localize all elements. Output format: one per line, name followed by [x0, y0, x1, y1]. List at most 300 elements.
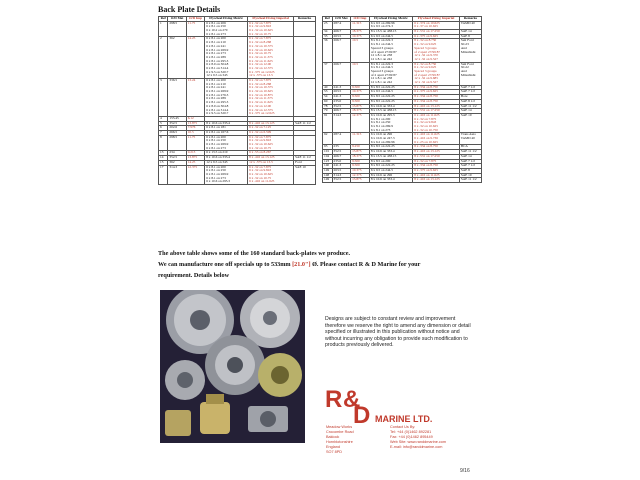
cell-line: Suit Ford: [460, 38, 474, 43]
ref-cell: 37: [323, 62, 333, 85]
ref-cell: 17: [159, 165, 168, 184]
cell-line: 6 x .32 on 10.75: [249, 31, 272, 36]
cell-line: 6 x 8.1 on 244.5: [370, 65, 393, 70]
od-met-cell: 202.6: [168, 126, 186, 131]
cell-line: 6 x 8.1 on 269.9: [206, 47, 229, 52]
remarks-cell: Bore: [459, 95, 481, 100]
cell-line: 12 x .32 on 9.685: [414, 76, 438, 81]
col-od-imp: O/D Imp: [351, 17, 370, 22]
cell-line: 6 x .32 on 10.625: [414, 124, 438, 129]
od-met-cell: 314.3: [332, 113, 351, 132]
od-met-cell: 466.7: [332, 30, 351, 35]
cell-line: 6 x .32 on 10.875: [249, 92, 273, 97]
table-row: [159, 21, 316, 37]
cell-line: 6 x 8.1 on 269.9: [370, 124, 393, 129]
cell-line: 6 x 8.0 on 304.8: [206, 62, 229, 67]
remarks-cell: [459, 133, 481, 145]
contact-line: Contact Us By:: [390, 425, 416, 429]
od-imp-cell: 12.375: [186, 165, 205, 184]
table-row: [323, 39, 482, 62]
cell-line: 8 x .32 on 8.750: [414, 38, 437, 43]
od-met-cell: 314.3: [332, 173, 351, 178]
remarks-cell: SAE 11 1/2: [294, 156, 316, 161]
cell-line: 6 x .32 on 7.875: [249, 78, 272, 83]
table-row: [159, 79, 316, 117]
od-met-cell: 241.3: [332, 164, 351, 169]
cell-line: 6 x .375 on 12.625: [249, 69, 275, 74]
remarks-cell: SAE 8: [459, 168, 481, 173]
fixing-metric-cell: 8 x 8.5 on 222.25: [369, 95, 412, 100]
cell-line: 6 x .32 on 10.75: [249, 175, 272, 180]
contact-line: Web Site: www.randdmarine.com: [390, 440, 447, 444]
cell-line: 6 x .32 on 7.875: [249, 134, 272, 139]
od-imp-cell: 10.375: [351, 168, 370, 173]
od-met-cell: 241.3: [332, 95, 351, 100]
fixing-imperial-cell: [248, 165, 294, 184]
cell-line: Spaced 3 groups: [414, 68, 437, 73]
cell-line: 6 x .32 on 12.00: [249, 103, 272, 108]
cell-line: 6 x .32 on 10.75: [249, 145, 272, 150]
remarks-cell: SAE 10: [459, 113, 481, 132]
col-fixing-imperial: Flywheel Fixing Imperial: [248, 17, 294, 22]
cell-line: 6 x 8.1 on 241: [206, 43, 226, 48]
fixing-imperial-cell: 8 x .531 on 17.250: [413, 30, 460, 35]
cell-line: 6 x .32 on 10.625: [249, 47, 273, 52]
remarks-cell: [459, 39, 481, 62]
cell-line: XL22: [460, 65, 469, 70]
fixing-metric-cell: 8 x 10.6 on 333.4: [369, 178, 412, 183]
cell-line: 6 x .32 on 8.268: [249, 81, 272, 86]
note-text: Ø. Please contact R & D Marine for your: [310, 261, 421, 268]
ref-cell: 140: [323, 164, 333, 169]
ref-cell: 78: [323, 104, 333, 109]
logo-r: R: [325, 386, 343, 413]
cell-line: 6 x .32 on 11.375: [249, 54, 273, 59]
logo-marine-ltd: MARINE LTD.: [375, 414, 433, 424]
cell-line: 6 x 10.6 on 247.3: [370, 136, 395, 141]
cell-line: 6 x .416 on 11.625: [414, 132, 440, 137]
cell-line: 12 x 8.1 on 242: [370, 80, 393, 85]
od-imp-cell: 18.375: [351, 109, 370, 114]
remarks-cell: SAE 7 1/2: [459, 85, 481, 90]
page-number: 9/16: [460, 468, 470, 474]
cell-line: Spaced 3 groups: [414, 45, 437, 50]
fixing-metric-cell: [205, 21, 248, 37]
cell-line: 6 x 8.1 on 276.3: [206, 92, 229, 97]
fixing-metric-cell: 8 x 8.5 on 222.25: [369, 85, 412, 90]
cell-line: XL23: [460, 42, 469, 47]
remarks-cell: SAE 10: [459, 173, 481, 178]
ref-cell: 3: [159, 79, 168, 117]
cell-line: 6 x 8.1 on 269.9: [206, 142, 229, 147]
cell-line: 12 x 8.1 on 242: [370, 56, 393, 61]
remarks-cell: SAE 14: [459, 109, 481, 114]
remarks-cell: SAE 11 1/2: [459, 150, 481, 155]
remarks-cell: SAE 7 1/2: [459, 159, 481, 164]
od-imp-cell: 12.375: [351, 113, 370, 132]
cell-line: 12 x 8.1 on 238: [370, 76, 393, 81]
cell-line: 6 x 8.1 on 250: [370, 120, 391, 125]
fixing-imperial-cell: [413, 39, 460, 62]
cell-line: 6 x 8.1 on 200: [206, 164, 226, 169]
fixing-imperial-cell: 6 x .32 on 7.125: [248, 126, 294, 131]
fixing-metric-cell: 8 x 8.5 on 200: [369, 159, 412, 164]
fixing-imperial-cell: 8 x .416 on 13.125: [413, 178, 460, 183]
cell-line: 6 x .25 on 10.625: [414, 139, 438, 144]
cell-line: 6 x .32 on 10.375: [249, 43, 273, 48]
cell-line: of 2 apart 27/99 87: [370, 49, 397, 54]
cell-line: 6 x 8.1 on 269.9: [206, 89, 229, 94]
cell-line: 6 x .32 on 12.375: [249, 65, 273, 70]
cell-line: 6 x .32 on 9.843: [249, 138, 272, 143]
cell-line: 6 x 10.2 on 270: [206, 28, 228, 33]
cell-line: 6 x 9.5 on 320.7: [206, 111, 229, 116]
col-od-met: O/D Met: [168, 17, 186, 22]
ref-cell: 60: [323, 99, 333, 104]
od-met-cell: 352.5: [168, 121, 186, 126]
od-met-cell: 298.5: [168, 135, 186, 151]
remarks-cell: TAMD 40: [459, 21, 481, 29]
fixing-imperial-cell: 8 x .334 on 8.750: [413, 99, 460, 104]
od-imp-cell: 9.213: [186, 151, 205, 156]
cell-line: 6 x 10.6 on 296: [370, 132, 393, 137]
od-met-cell: 352.5: [168, 156, 186, 161]
od-imp-cell: 11.75: [186, 21, 205, 37]
cell-line: 6 x 8.1 on 314.4: [206, 65, 229, 70]
od-imp-cell: 10.5: [351, 62, 370, 85]
od-met-cell: 266.7: [332, 62, 351, 85]
fixing-metric-cell: [205, 135, 248, 151]
ref-cell: 36: [323, 39, 333, 62]
od-met-cell: 234: [168, 151, 186, 156]
cell-line: 6 x .32 on 10.375: [249, 85, 273, 90]
fixing-imperial-cell: 6 x .53 on 8.267: [248, 151, 294, 156]
fixing-metric-cell: 8 x 10.6 on 333.4: [369, 104, 412, 109]
cell-line: 6 x .32 on 8.268: [249, 40, 272, 45]
cell-line: 6 x 8.1 on 295.3: [206, 58, 229, 63]
fixing-metric-cell: [369, 113, 412, 132]
od-met-cell: 352.5: [332, 104, 351, 109]
fixing-imperial-cell: [413, 113, 460, 132]
cell-line: 6 x 9.5 on 320.7: [206, 69, 229, 74]
col-ref: Ref: [323, 17, 333, 22]
address-line: SO7 8PD: [326, 450, 343, 454]
disclaimer-text: Designs are subject to constant review and improvement therefore we reserve the right to amend any dimension or detail specified or illustrated in this publication without notice and without incurring any obligation to provide such modification to products previously delivered.: [325, 316, 471, 349]
fixing-metric-cell: [205, 79, 248, 117]
cell-line: 6 x 8.1 on 200: [206, 78, 226, 83]
cell-line: 8 x .32 on 8.750: [414, 61, 437, 66]
note-line-1: The above table shows some of the 160 standard back-plates we produce.: [158, 250, 351, 257]
cell-line: 6 x 8.1 on 244.5: [370, 42, 393, 47]
fixing-metric-cell: 8 x 8.5 on 222.25: [369, 145, 412, 150]
od-met-cell: 314.3: [168, 165, 186, 184]
cell-line: 6 x .32 on 11.375: [249, 96, 273, 101]
cell-line: 6 x 8.1 on 210: [206, 81, 226, 86]
fixing-imperial-cell: 6 x .375 on 9.625: [413, 168, 460, 173]
remarks-cell: [294, 135, 316, 151]
backplate-table-left: [158, 16, 316, 185]
cell-line: 6 x .32 on 7.875: [249, 36, 272, 41]
note-line-3: requirement. Details below: [158, 272, 230, 279]
ref-cell: 7: [159, 131, 168, 136]
od-met-cell: 263.5: [332, 34, 351, 39]
cell-line: 6 x 10.6 on 295.3: [370, 112, 395, 117]
od-imp-cell: 9.500: [351, 99, 370, 104]
fixing-metric-cell: 8 x 10.6 on 296: [369, 173, 412, 178]
cell-line: 6 x .32 on 7.875: [249, 20, 272, 25]
address-line: Bakiock: [326, 435, 340, 439]
fixing-imperial-cell: 8 x .416 on 13.125: [413, 150, 460, 155]
od-met-cell: 266.5: [168, 131, 186, 136]
cell-line: 6 x .32 on 10.625: [249, 89, 273, 94]
cell-line: 6 x 9.5 on 269.96: [370, 20, 395, 25]
fixing-metric-cell: 6 x 9.5 on 244.5: [369, 34, 412, 39]
ref-cell: 149: [323, 178, 333, 183]
od-met-cell: 466.7: [332, 109, 351, 114]
fixing-metric-cell: 6 x 8.1 on 181: [205, 126, 248, 131]
od-imp-cell: 13.875: [351, 104, 370, 109]
cell-line: 6 x .37 on 10.625: [414, 24, 438, 29]
cell-line: Spaced 3 groups: [370, 45, 394, 50]
ref-cell: 25: [323, 21, 333, 29]
cell-line: Spaced 3 groups: [370, 68, 394, 73]
fixing-imperial-cell: [413, 62, 460, 85]
remarks-cell: [294, 37, 316, 79]
cell-line: 6 x 8.1 on 206: [206, 20, 226, 25]
ref-cell: 4: [159, 116, 168, 121]
od-imp-cell: 13.875: [351, 150, 370, 155]
fixing-imperial-cell: [248, 135, 294, 151]
address-line: Hornblotonshire: [326, 440, 353, 444]
cell-line: 12 x .32 on 9.527: [414, 56, 438, 61]
fixing-metric-cell: 8 x 13.5 on 438.15: [369, 30, 412, 35]
cell-line: 6 x .32 on 12.375: [249, 107, 273, 112]
table-row: [159, 37, 316, 79]
col-fixing-metric: Flywheel Fixing Metric: [205, 17, 248, 22]
ref-cell: 35: [323, 34, 333, 39]
ref-cell: 13: [159, 151, 168, 156]
fixing-imperial-cell: 6 x .32 on 6.599: [248, 131, 294, 136]
ref-cell: 6: [159, 126, 168, 131]
fixing-imperial-cell: 8 x .416 on 11.625: [413, 173, 460, 178]
remarks-cell: SAE 8: [459, 34, 481, 39]
fixing-metric-cell: 12 x 9.5 on 343: [205, 160, 248, 165]
cell-line: 6 x 8.1 on 314.4: [206, 107, 229, 112]
fixing-metric-cell: [369, 133, 412, 145]
table-row: [159, 165, 316, 184]
cell-line: 6 x 8.1 on 273: [370, 127, 391, 132]
cell-line: 12 x .32 on 9.527: [414, 80, 438, 85]
od-met-cell: 235: [332, 145, 351, 150]
od-met-cell: 352.5: [332, 178, 351, 183]
od-met-cell: 287.4: [332, 133, 351, 145]
od-met-cell: 241.3: [332, 85, 351, 90]
ref-cell: 15: [159, 160, 168, 165]
ref-cell: 40: [323, 85, 333, 90]
col-ref: Ref: [159, 17, 168, 22]
table-row: [323, 133, 482, 145]
od-imp-cell: 10.5: [351, 39, 370, 62]
note-text: We can manufacture one off specials up to 533mm: [158, 261, 293, 268]
cell-line: 6 x .32 on 10.625: [249, 171, 273, 176]
od-imp-cell: 18.375: [351, 30, 370, 35]
cell-line: 6 x .32 on 9.625: [414, 42, 437, 47]
remarks-cell: Ford: [294, 160, 316, 165]
cell-line: 6 x .32 on 9.843: [414, 120, 437, 125]
od-imp-cell: 7.976: [186, 126, 205, 131]
cell-line: 6 x 8.1 on 250: [206, 24, 226, 29]
fixing-imperial-cell: 8 x .416 on 13.125: [248, 156, 294, 161]
fixing-metric-cell: [369, 39, 412, 62]
ref-cell: 1: [159, 21, 168, 37]
cell-line: 12 x .32 on 9.370: [414, 53, 438, 58]
ref-cell: 149: [323, 168, 333, 173]
od-met-cell: 336.5: [168, 79, 186, 117]
cell-line: 6 x 8.1 on 273: [206, 145, 226, 150]
table-row: [323, 21, 482, 29]
cell-line: 6 x 8.1 on 200: [206, 134, 226, 139]
cell-line: 6 x 8.1 on 200: [206, 36, 226, 41]
fixing-metric-cell: 8 x 13.5 on 438.15: [369, 154, 412, 159]
cell-line: 8 x 8.1 on 222.3: [370, 61, 393, 66]
col-remarks: Remarks: [459, 17, 481, 22]
od-imp-cell: 11.75: [186, 135, 205, 151]
od-met-cell: 287.4: [332, 21, 351, 29]
cell-line: 6 x 8.1 on 200: [370, 116, 391, 121]
company-address: [326, 425, 354, 455]
fixing-metric-cell: 6 x 9.5 on 244.5: [369, 90, 412, 95]
cell-line: Trans Auto: [460, 132, 476, 137]
cell-line: 6 x .32 on 11.625: [249, 100, 273, 105]
fixing-imperial-cell: 8 x .334 on 8.750: [413, 145, 460, 150]
fixing-imperial-cell: [248, 21, 294, 37]
logo-ampersand: &: [343, 386, 361, 413]
fixing-imperial-cell: 8 x .334 on 8.750: [413, 85, 460, 90]
note-line-2: [158, 261, 488, 269]
fixing-metric-cell: 8 x 8.5 on 222.25: [369, 99, 412, 104]
ref-cell: 92: [323, 133, 333, 145]
ref-cell: 14: [159, 156, 168, 161]
address-line: England: [326, 445, 340, 449]
cell-line: Mitsubishi: [460, 72, 476, 77]
od-met-cell: 235.0: [332, 99, 351, 104]
ref-cell: 5: [159, 121, 168, 126]
cell-line: 6 x 8.1 on 241: [206, 85, 226, 90]
cell-line: 6 x .32 on 7.875: [414, 116, 437, 121]
cell-line: 6 x .416 on 9.736: [414, 136, 438, 141]
cell-line: 6 x .32 on 10.625: [249, 28, 273, 33]
remarks-cell: SAE 14: [459, 154, 481, 159]
ref-cell: 2: [159, 37, 168, 79]
od-imp-cell: 18.375: [351, 154, 370, 159]
cell-line: 6 x 8.1 on 210: [206, 40, 226, 45]
fixing-imperial-cell: 8 x .334 on 8.750: [413, 95, 460, 100]
cell-line: 6 x 6.2 on 269.96: [370, 139, 395, 144]
fixing-metric-cell: 8 x 10.6 on 333.4: [369, 150, 412, 155]
cell-line: 6 x .416 on 11.625: [249, 179, 275, 184]
fixing-imperial-cell: [413, 133, 460, 145]
od-imp-cell: 13.24: [186, 79, 205, 117]
cell-line: 12 x .375 on 13.5: [249, 73, 273, 78]
cell-line: 6 x 10.6 on 295.3: [206, 179, 230, 184]
fixing-imperial-cell: [248, 37, 294, 79]
od-met-cell: 155.45: [168, 116, 186, 121]
table-row: [323, 113, 482, 132]
remarks-cell: SAE 10: [294, 165, 316, 184]
cell-line: 6 x 8.1 on 289: [206, 54, 226, 59]
cell-line: 6 x .375 on 12.625: [249, 111, 275, 116]
cell-line: 6 x .32 on 10.750: [414, 127, 438, 132]
cell-line: 6 x .32 on 12.00: [249, 62, 272, 67]
fixing-metric-cell: 8 x 10.6 on 333.4: [205, 156, 248, 161]
cell-line: TAMD 40: [460, 136, 475, 141]
ref-cell: 101: [323, 150, 333, 155]
cell-line: 6 x .32 on 9.843: [249, 168, 272, 173]
remarks-cell: SAE 7 1/2: [459, 164, 481, 169]
cell-line: 6 x 8.1 on 289: [206, 96, 226, 101]
fixing-metric-cell: 6 x 9.5 on 244.5: [369, 168, 412, 173]
fixing-imperial-cell: 8 x .531 on 17.250: [413, 154, 460, 159]
col-od-met: O/D Met: [332, 17, 351, 22]
ref-cell: 8: [159, 135, 168, 151]
cell-line: 6 x .32 on 9.843: [249, 24, 272, 29]
remarks-cell: [294, 79, 316, 117]
col-fixing-imperial: Flywheel Fixing Imperial: [413, 17, 460, 22]
cell-line: 6 x .32 on 7.875: [249, 164, 272, 169]
cell-line: And: [460, 68, 467, 73]
ref-cell: 91: [323, 113, 333, 132]
fixing-metric-cell: 8 x 10.6 on 333.4: [205, 121, 248, 126]
table-row: [323, 178, 482, 183]
od-met-cell: 352.5: [332, 150, 351, 155]
cell-line: 12 x 9.5 on 343: [206, 73, 228, 78]
col-remarks: Remarks: [294, 17, 316, 22]
cell-line: 6 x 8.1 on 295.3: [206, 100, 229, 105]
od-imp-cell: 14.25: [186, 37, 205, 79]
cell-line: Suit Ford: [460, 61, 474, 66]
address-line: Meadow Works: [326, 425, 353, 429]
fixing-metric-cell: [369, 62, 412, 85]
fixing-metric-cell: 6 x 8.1 on 167.6: [205, 131, 248, 136]
od-imp-cell: 10.5: [186, 131, 205, 136]
remarks-cell: SAE 11 1/2: [459, 178, 481, 183]
product-photo: [160, 290, 305, 443]
remarks-cell: SAE 11 1/2: [294, 121, 316, 126]
note-highlight: [21.0"]: [292, 261, 311, 268]
fixing-imperial-cell: 6 x .375 on 9.625: [413, 34, 460, 39]
od-imp-cell: 10.375: [351, 34, 370, 39]
od-met-cell: 263.5: [332, 90, 351, 95]
ref-cell: 53: [323, 90, 333, 95]
od-imp-cell: 13.875: [186, 156, 205, 161]
address-line: Crocombe Road: [326, 430, 354, 434]
page-title: Back Plate Details: [158, 5, 221, 14]
remarks-cell: SAE 14: [459, 30, 481, 35]
od-met-cell: 266.7: [332, 39, 351, 62]
od-met-cell: 298.5: [168, 21, 186, 37]
od-imp-cell: 11.315: [351, 133, 370, 145]
remarks-cell: BCA: [459, 145, 481, 150]
ref-cell: 95: [323, 145, 333, 150]
remarks-cell: [294, 21, 316, 37]
cell-line: 6 x .32 on 11.625: [249, 58, 273, 63]
fixing-metric-cell: 6 x 13.5 on 210: [205, 151, 248, 156]
cell-line: 6 x .32 on 10.75: [249, 51, 272, 56]
fixing-metric-cell: [205, 165, 248, 184]
fixing-imperial-cell: 8 x .334 on 8.750: [413, 164, 460, 169]
company-logo: [325, 385, 485, 425]
fixing-imperial-cell: 8 x .416 on 13.125: [248, 121, 294, 126]
